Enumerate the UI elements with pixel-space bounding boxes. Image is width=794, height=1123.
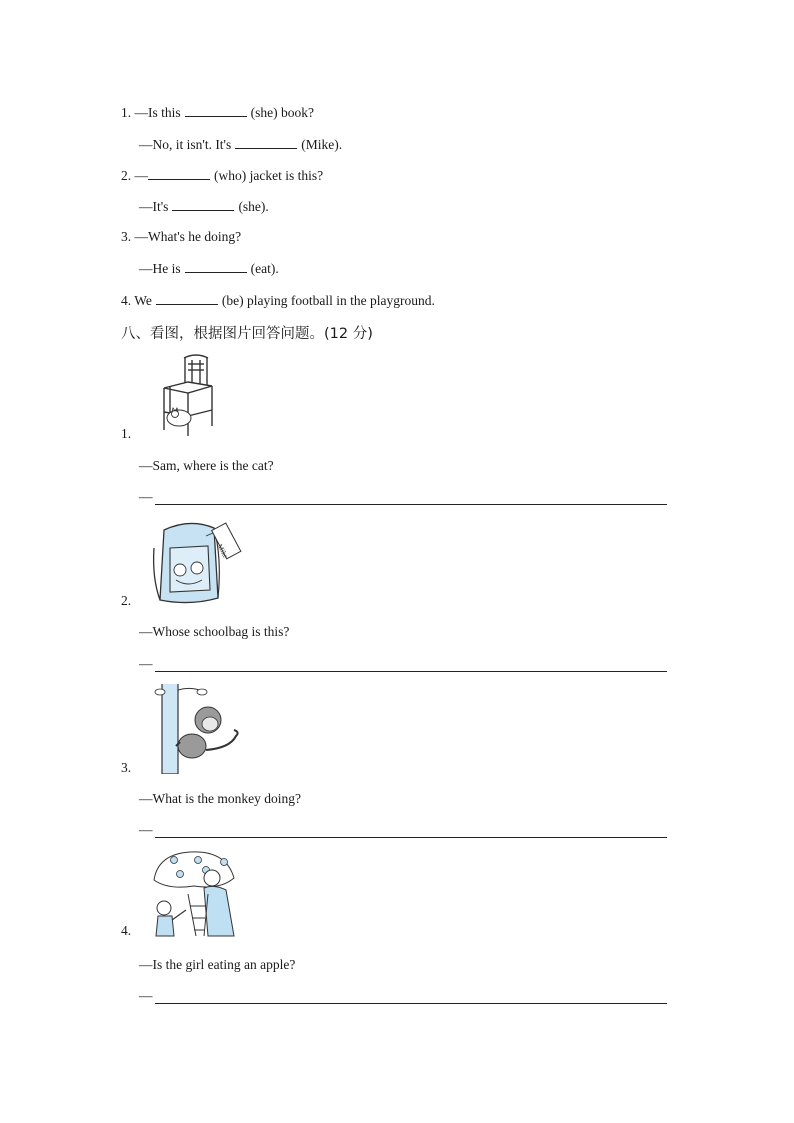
part8-heading: 八、看图，根据图片回答问题。(12 分) — [121, 326, 373, 342]
q2-line-a — [121, 167, 323, 184]
q1-blank-a[interactable] — [185, 104, 247, 117]
q4-a-pre: 4. We — [121, 293, 152, 308]
q2-a-post: (who) jacket is this? — [214, 168, 324, 183]
q1-line-b — [139, 136, 342, 153]
item-3-question: —What is the monkey doing? — [139, 791, 301, 806]
q3-line-b — [139, 260, 279, 277]
item-3-dash: — — [139, 822, 153, 837]
item-4-number: 4. — [121, 923, 132, 938]
apple-picking-icon — [150, 850, 236, 938]
q3-blank-b[interactable] — [185, 260, 247, 273]
chair-with-cat-icon — [158, 352, 218, 438]
item-2-number: 2. — [121, 593, 132, 608]
q4-line-a — [121, 292, 435, 309]
q4-a-post: (be) playing football in the playground. — [221, 293, 435, 308]
item-4-question: —Is the girl eating an apple? — [139, 957, 296, 972]
q1-a-post: (she) book? — [250, 105, 314, 120]
q3-b-pre: —He is — [139, 261, 181, 276]
q1-a-pre: 1. —Is this — [121, 105, 181, 120]
item-2-question: —Whose schoolbag is this? — [139, 624, 290, 639]
q1-b-post: (Mike). — [301, 137, 343, 152]
answer-rule — [155, 671, 667, 672]
q3-line-a: 3. —What's he doing? — [121, 229, 242, 244]
item-3-number: 3. — [121, 760, 132, 775]
item-4-answer-line[interactable] — [139, 988, 667, 1004]
schoolbag-icon — [150, 518, 242, 608]
q2-blank-a[interactable] — [148, 167, 210, 180]
item-3-answer-line[interactable] — [139, 822, 667, 838]
item-1-question: —Sam, where is the cat? — [139, 458, 274, 473]
answer-rule — [155, 1003, 667, 1004]
answer-rule — [155, 504, 667, 505]
q2-line-b — [139, 198, 269, 215]
q2-blank-b[interactable] — [172, 198, 234, 211]
monkey-on-tree-icon — [152, 684, 242, 774]
q3-b-post: (eat). — [250, 261, 279, 276]
q4-blank-a[interactable] — [156, 292, 218, 305]
q1-blank-b[interactable] — [235, 136, 297, 149]
item-4-dash: — — [139, 988, 153, 1003]
q2-b-post: (she). — [238, 199, 269, 214]
q1-line-a — [121, 104, 314, 121]
item-1-dash: — — [139, 489, 153, 504]
answer-rule — [155, 837, 667, 838]
item-1-answer-line[interactable] — [139, 489, 667, 505]
q2-b-pre: —It's — [139, 199, 169, 214]
bag-tag-text: Mike — [215, 542, 230, 560]
item-2-dash: — — [139, 656, 153, 671]
item-2-answer-line[interactable] — [139, 656, 667, 672]
q1-b-pre: —No, it isn't. It's — [139, 137, 232, 152]
item-1-number: 1. — [121, 426, 132, 441]
q2-a-pre: 2. — — [121, 168, 148, 183]
